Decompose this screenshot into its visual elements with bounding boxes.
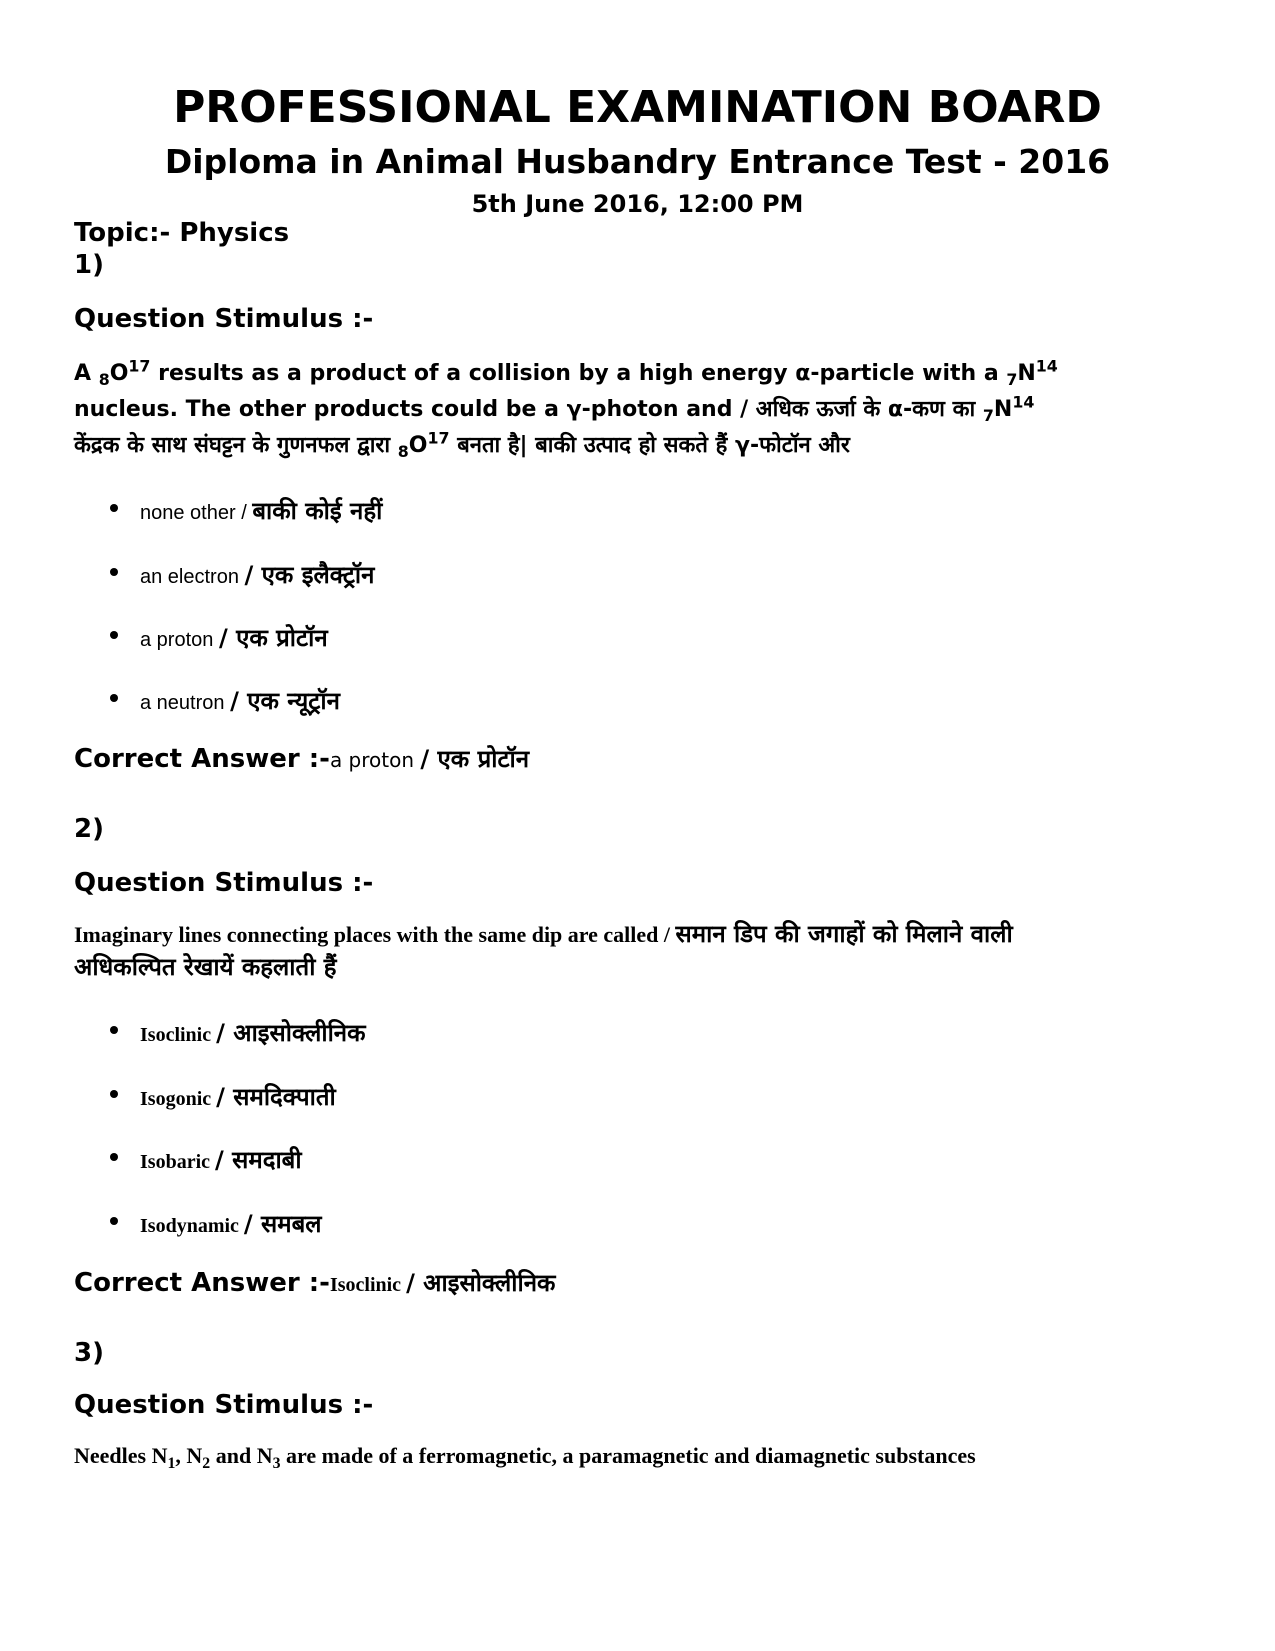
exam-datetime: 5th June 2016, 12:00 PM [471,190,804,218]
option-item: a proton / एक प्रोटॉन [140,621,328,654]
question-stimulus-text [74,1440,1214,1472]
bullet-icon [110,1153,118,1161]
stimulus-line: A $_8O^{17}$ results as a product of a collision by a high energy α-particle with a $_7N^{14}$ [74,356,1058,389]
stimulus-line: Needles $N_1$, $N_2$ and $N_3$ are made of a ferromagnetic, a paramagnetic and diamagnetic substances [74,1443,976,1472]
exam-title: Diploma in Animal Husbandry Entrance Test - 2016 [164,142,1111,181]
stimulus-line: nucleus. The other products could be a γ-photon and / अधिक ऊर्जा के α-कण का $_7N^{14}$ [74,392,1035,425]
stimulus-line: केंद्रक के साथ संघट्टन के गुणनफल द्वारा $_8O^{17}$ बनता है| बाकी उत्पाद हो सकते हैं γ-फोटॉन और [74,428,850,461]
board-title: PROFESSIONAL EXAMINATION BOARD [173,82,1102,133]
option-item: none other / बाकी कोई नहीं [140,494,382,527]
option-item: Isobaric / समदाबी [140,1143,302,1176]
question-stimulus-label: Question Stimulus :- [74,1390,374,1420]
correct-answer: Correct Answer :-Isoclinic / आइसोक्लीनिक [74,1268,556,1298]
question-stimulus-text [74,356,1214,464]
question-stimulus-label: Question Stimulus :- [74,304,374,334]
option-item: Isodynamic / समबल [140,1207,322,1240]
bullet-icon [110,504,118,512]
bullet-icon [110,631,118,639]
stimulus-line: Imaginary lines connecting places with the same dip are called / समान डिप की जगाहों को मिलाने वाली [74,920,1013,948]
question-stimulus-text [74,918,1214,983]
bullet-icon [110,1217,118,1225]
stimulus-line: अधिकल्पित रेखायें कहलाती हैं [74,953,337,981]
question-number: 1) [74,250,104,280]
option-item: Isoclinic / आइसोक्लीनिक [140,1016,366,1049]
question-stimulus-label: Question Stimulus :- [74,868,374,898]
bullet-icon [110,1026,118,1034]
option-item: Isogonic / समदिक्पाती [140,1080,336,1113]
topic-heading: Topic:- Physics [74,218,290,248]
question-number: 2) [74,814,104,844]
bullet-icon [110,1090,118,1098]
option-item: an electron / एक इलैक्ट्रॉन [140,558,374,591]
bullet-icon [110,694,118,702]
option-item: a neutron / एक न्यूट्रॉन [140,684,340,717]
correct-answer: Correct Answer :-a proton / एक प्रोटॉन [74,744,530,774]
question-number: 3) [74,1338,104,1368]
bullet-icon [110,568,118,576]
